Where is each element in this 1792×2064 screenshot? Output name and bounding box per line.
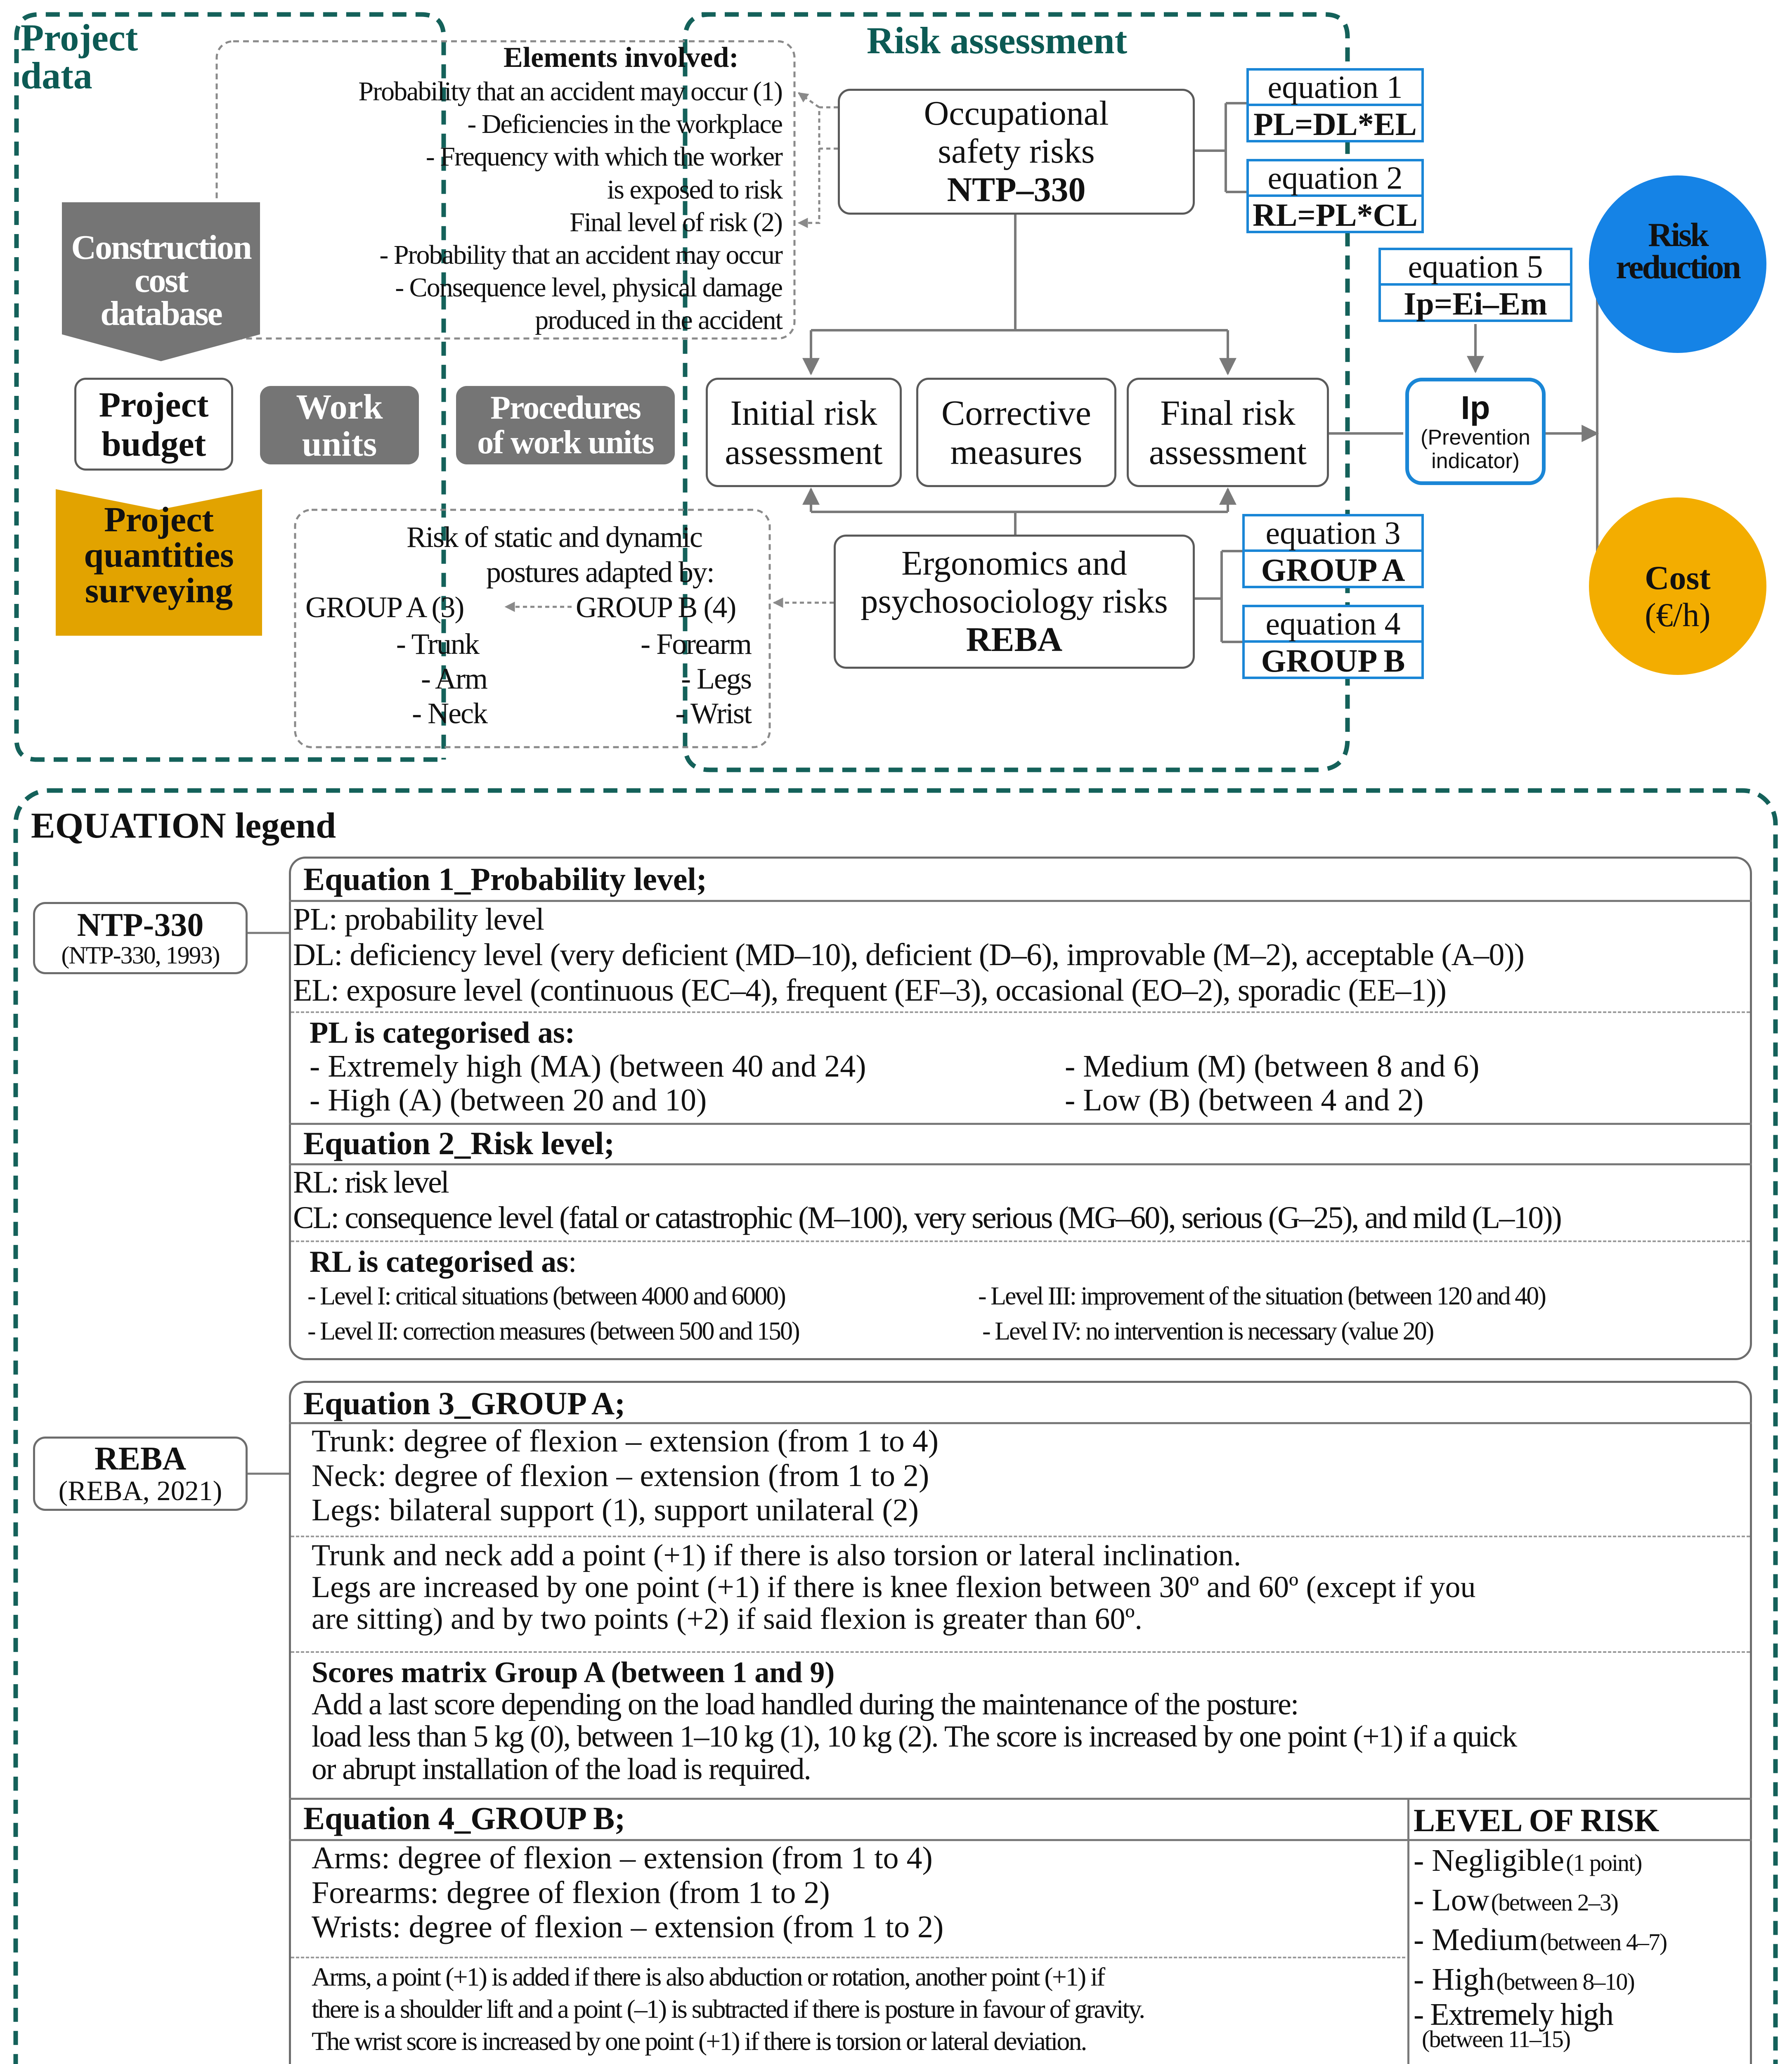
ntp-ref: (NTP-330, 1993) [61, 942, 220, 969]
scores-a-title: Scores matrix Group A (between 1 and 9) [312, 1656, 835, 1689]
reba-ref: (REBA, 2021) [58, 1475, 222, 1507]
group-a-item: - Arm [421, 662, 487, 696]
group-b-label: GROUP B (4) [576, 591, 736, 624]
risk-level-item [1414, 1842, 1752, 1882]
pl-cat-item: - Low (B) (between 4 and 2) [1065, 1083, 1424, 1117]
equation-5-label: equation 5 [1381, 250, 1570, 286]
cost-unit: (€/h) [1645, 596, 1711, 634]
work-units-line: Work [296, 386, 383, 426]
equation-3-label: equation 3 [1245, 516, 1421, 552]
elements-line: - Deficiencies in the workplace [467, 109, 782, 140]
risk-reduction-line: reduction [1616, 248, 1740, 286]
rl-cat-title-text: RL is categorised as [310, 1245, 568, 1279]
corrective-line: measures [950, 432, 1083, 472]
occupational-line: safety risks [938, 132, 1095, 171]
equation-4-formula: GROUP B [1261, 643, 1405, 679]
scores-a-line: load less than 5 kg (0), between 1–10 kg (1), 10 kg (2). The score is increased by one point (+1) if a quick [312, 1720, 1517, 1754]
eq3-line: Neck: degree of flexion – extension (from 1 to 2) [312, 1458, 929, 1493]
quantities-line: surveying [85, 570, 233, 610]
scores-a-line: or abrupt installation of the load is required. [312, 1752, 811, 1786]
quantities-line: Project [104, 499, 214, 539]
elements-line: Final level of risk (2) [570, 207, 782, 237]
eq2-lines [293, 1165, 1750, 1236]
work-units-line: units [302, 424, 377, 464]
elements-line: Probability that an accident may occur (1) [358, 76, 782, 107]
ergonomics-line: psychosociology risks [861, 582, 1168, 621]
pl-cat-item: - Extremely high (MA) (between 40 and 24) [310, 1049, 866, 1084]
eq1-lines [293, 902, 1750, 1008]
eq4-notes [312, 1961, 1405, 2057]
risk-level-range: (between 4–7) [1539, 1929, 1667, 1955]
group-a-items [305, 627, 487, 731]
project-budget-line: budget [101, 424, 206, 464]
eq3-note: are sitting) and by two points (+2) if said flexion is greater than 60º. [312, 1602, 1142, 1636]
ip-indicator-box [1405, 378, 1546, 485]
group-b-item: - Wrist [675, 697, 751, 730]
equation-4-label: equation 4 [1245, 607, 1421, 643]
equation-1-box [1246, 68, 1424, 142]
rl-cat-item: - Level I: critical situations (between 4000 and 6000) [307, 1282, 785, 1310]
risk-level-item [1414, 1997, 1752, 2053]
final-risk-line: Final risk [1160, 393, 1296, 433]
occupational-line: Occupational [924, 94, 1109, 133]
ip-box-line: (Prevention [1421, 425, 1530, 450]
eq2-title: Equation 2_Risk level; [303, 1125, 615, 1161]
rl-cat-colon: : [568, 1245, 577, 1279]
ergonomics-reba: REBA [966, 620, 1063, 659]
eq4-title: Equation 4_GROUP B; [303, 1800, 626, 1836]
project-budget-line: Project [99, 384, 209, 424]
project-data-title: Project [21, 17, 138, 59]
final-risk-box [1127, 378, 1329, 487]
risk-level-range: (between 8–10) [1496, 1968, 1634, 1995]
risk-level-item [1414, 1882, 1752, 1921]
risk-level-name: - Extremely high [1414, 1997, 1613, 2032]
eq4-note: The wrist score is increased by one point (+1) if there is torsion or lateral deviation. [312, 2026, 1086, 2056]
eq3-line: Legs: bilateral support (1), support unilateral (2) [312, 1493, 919, 1528]
elements-line: - Consequence level, physical damage [395, 272, 782, 303]
occupational-ntp: NTP–330 [947, 170, 1086, 209]
elements-line: produced in the accident [535, 305, 782, 336]
rl-cat-item: - Level II: correction measures (between 500 and 150) [307, 1317, 799, 1345]
risk-reduction-line: Risk [1648, 216, 1707, 253]
pl-cat-item: - Medium (M) (between 8 and 6) [1065, 1049, 1480, 1084]
eq3-note: Trunk and neck add a point (+1) if there is also torsion or lateral inclination. [312, 1539, 1241, 1572]
scores-a-line: Add a last score depending on the load handled during the maintenance of the posture: [312, 1688, 1298, 1721]
risk-level-range: (1 point) [1566, 1849, 1642, 1876]
postures-line-2: postures adapted by: [486, 556, 714, 589]
elements-line: is exposed to risk [607, 174, 782, 205]
risk-level-name: - Low [1414, 1883, 1489, 1917]
eq3-title: Equation 3_GROUP A; [303, 1385, 626, 1421]
risk-reduction-label [1591, 216, 1764, 286]
elements-line: - Frequency with which the worker [426, 142, 782, 172]
occupational-safety-box [838, 89, 1195, 215]
initial-risk-line: assessment [725, 432, 883, 472]
construction-db-line: cost [135, 261, 187, 300]
level-of-risk-title: LEVEL OF RISK [1414, 1802, 1660, 1838]
risk-level-name: - Medium [1414, 1922, 1538, 1957]
risk-level-name: - Negligible [1414, 1843, 1565, 1878]
final-risk-line: assessment [1149, 432, 1307, 472]
corrective-line: Corrective [941, 393, 1091, 433]
equation-5-box [1378, 248, 1572, 322]
cost-label [1591, 559, 1764, 634]
rl-categorised-title [310, 1245, 577, 1280]
rl-cat-item: - Level IV: no intervention is necessary (value 20) [982, 1317, 1433, 1345]
procedures-line: Procedures [490, 390, 641, 426]
risk-assessment-title: Risk assessment [867, 19, 1128, 62]
initial-risk-line: Initial risk [730, 393, 877, 433]
ntp-name: NTP-330 [77, 907, 204, 943]
risk-level-name: - High [1414, 1962, 1495, 1997]
project-budget-box [74, 378, 233, 471]
initial-risk-box [706, 378, 902, 487]
project-data-title-2: data [21, 54, 92, 97]
rl-cat-item: - Level III: improvement of the situation (between 120 and 40) [978, 1282, 1545, 1310]
equation-2-box [1246, 159, 1424, 233]
level-of-risk-list [1414, 1842, 1752, 2053]
eq4-line: Wrists: degree of flexion – extension (from 1 to 2) [312, 1910, 944, 1945]
ergonomics-box [834, 535, 1195, 669]
quantities-line: quantities [84, 535, 234, 575]
group-b-items [578, 627, 751, 731]
eq4-note: there is a shoulder lift and a point (–1) is subtracted if there is posture in favour of gravity. [312, 1994, 1144, 2024]
risk-level-item [1414, 1961, 1752, 2000]
construction-db-line: Construction [71, 228, 251, 267]
risk-level-range: (between 11–15) [1422, 2026, 1570, 2053]
procedures-box [456, 386, 675, 464]
group-b-item: - Legs [681, 662, 751, 696]
risk-level-range: (between 2–3) [1491, 1889, 1618, 1916]
eq3-note: Legs are increased by one point (+1) if there is knee flexion between 30º and 60º (except if you [312, 1570, 1476, 1604]
elements-line: - Probability that an accident may occur [379, 239, 782, 270]
equation-1-label: equation 1 [1249, 71, 1421, 106]
equation-4-box [1242, 605, 1424, 679]
eq4-line: Forearms: degree of flexion (from 1 to 2) [312, 1875, 830, 1910]
eq2-line: CL: consequence level (fatal or catastrophic (M–100), very serious (MG–60), serious (G–25), and mild (L–10)) [293, 1200, 1561, 1235]
eq4-lines [312, 1841, 1401, 1945]
risk-level-item [1414, 1921, 1752, 1961]
eq3-line: Trunk: degree of flexion – extension (from 1 to 4) [312, 1424, 939, 1458]
cost-line: Cost [1645, 559, 1711, 596]
reba-name: REBA [94, 1441, 187, 1477]
equation-5-formula: Ip=Ei–Em [1404, 286, 1547, 322]
equation-1-formula: PL=DL*EL [1253, 106, 1417, 142]
eq1-line: DL: deficiency level (very deficient (MD–10), deficient (D–6), improvable (M–2), acceptable (A–0)) [293, 937, 1524, 972]
equation-2-label: equation 2 [1249, 161, 1421, 197]
elements-heading: Elements involved: [504, 42, 739, 73]
group-b-item: - Forearm [641, 627, 751, 660]
eq1-title: Equation 1_Probability level; [303, 861, 707, 897]
ip-box-line: indicator) [1431, 449, 1520, 473]
pl-categorised-title: PL is categorised as: [310, 1016, 575, 1050]
eq3-notes [312, 1540, 1744, 1635]
ip-box-title: Ip [1461, 389, 1490, 426]
eq2-line: RL: risk level [293, 1165, 448, 1200]
ergonomics-line: Ergonomics and [901, 544, 1127, 582]
eq1-line: PL: probability level [293, 902, 544, 937]
equation-3-box [1242, 514, 1424, 588]
reba-label [33, 1437, 248, 1511]
elements-list [223, 75, 782, 337]
corrective-measures-box [916, 378, 1116, 487]
ntp-label [33, 902, 248, 974]
eq1-line: EL: exposure level (continuous (EC–4), frequent (EF–3), occasional (EO–2), sporadic (EE–1)) [293, 973, 1446, 1008]
construction-db-line: database [100, 294, 222, 333]
eq4-line: Arms: degree of flexion – extension (from 1 to 4) [312, 1841, 933, 1875]
construction-db-label [62, 228, 260, 333]
equation-3-formula: GROUP A [1261, 552, 1405, 588]
eq4-note: Arms, a point (+1) is added if there is also abduction or rotation, another point (+1) if [312, 1962, 1104, 1991]
group-a-label: GROUP A (3) [305, 591, 464, 624]
equation-2-formula: RL=PL*CL [1253, 197, 1418, 233]
work-units-box [260, 386, 419, 464]
quantities-label [56, 499, 262, 610]
group-a-item: - Trunk [396, 627, 479, 660]
procedures-line: of work units [477, 424, 654, 461]
eq3-lines [312, 1424, 1715, 1528]
legend-title: EQUATION legend [31, 806, 336, 846]
pl-cat-item: - High (A) (between 20 and 10) [310, 1083, 707, 1117]
group-a-item: - Neck [412, 697, 487, 730]
postures-line-1: Risk of static and dynamic [407, 521, 702, 554]
scores-a-lines [312, 1688, 1748, 1785]
